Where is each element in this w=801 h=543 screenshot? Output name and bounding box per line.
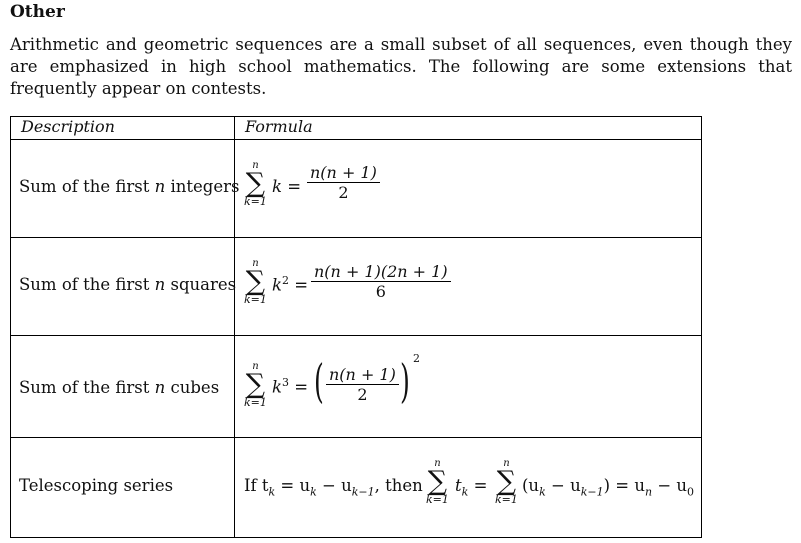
row-description: Sum of the first n integers [19,177,240,196]
header-formula: Formula [245,117,313,136]
telescoping-rhs: $(u_k - u_{k-1}) = u_n - u_0$ [522,476,695,499]
header-description: Description [21,117,115,136]
table-row-rule [10,237,702,238]
intro-paragraph: Arithmetic and geometric sequences are a small subset of all sequences, even though they are emphasized in high school mathematics. The following are some extensions that frequently appear on contests. [10,35,792,98]
table-border-right [701,116,702,538]
row-description: Telescoping series [19,476,174,495]
outer-exponent: 2 [413,352,420,365]
table-border-bottom [10,537,702,538]
row-description: Sum of the first n squares [19,275,237,294]
table-row-rule [10,335,702,336]
table-row-rule [10,437,702,438]
telescoping-condition: If $t_k = u_k - u_{k-1}$, then [244,476,423,499]
formula-term: $k^2$ = [272,274,309,295]
table-header-rule [10,139,702,140]
formula-term: k = [272,177,302,196]
table-border-left [10,116,11,538]
formula-fraction: $\frac{n(n + 1)}{2}$ [307,163,380,203]
summation-symbol: n ∑ k=1 [426,458,449,506]
formula-fraction: $\frac{n(n + 1)(2n + 1)}{6}$ [311,262,451,302]
row-description: Sum of the first n cubes [19,378,220,397]
summation-symbol: n ∑ k=1 [244,160,267,208]
telescoping-lhs: $t_k$ = [455,476,488,499]
formula-fraction: $\frac{n(n + 1)}{2}$ [326,365,399,405]
summation-symbol: n ∑ k=1 [495,458,518,506]
summation-symbol: n ∑ k=1 [244,258,267,306]
summation-symbol: n ∑ k=1 [244,361,267,409]
section-heading: Other [10,2,65,22]
left-paren: ( [314,354,324,408]
right-paren: ) [400,354,410,408]
formula-term: $k^3$ = [272,376,309,397]
